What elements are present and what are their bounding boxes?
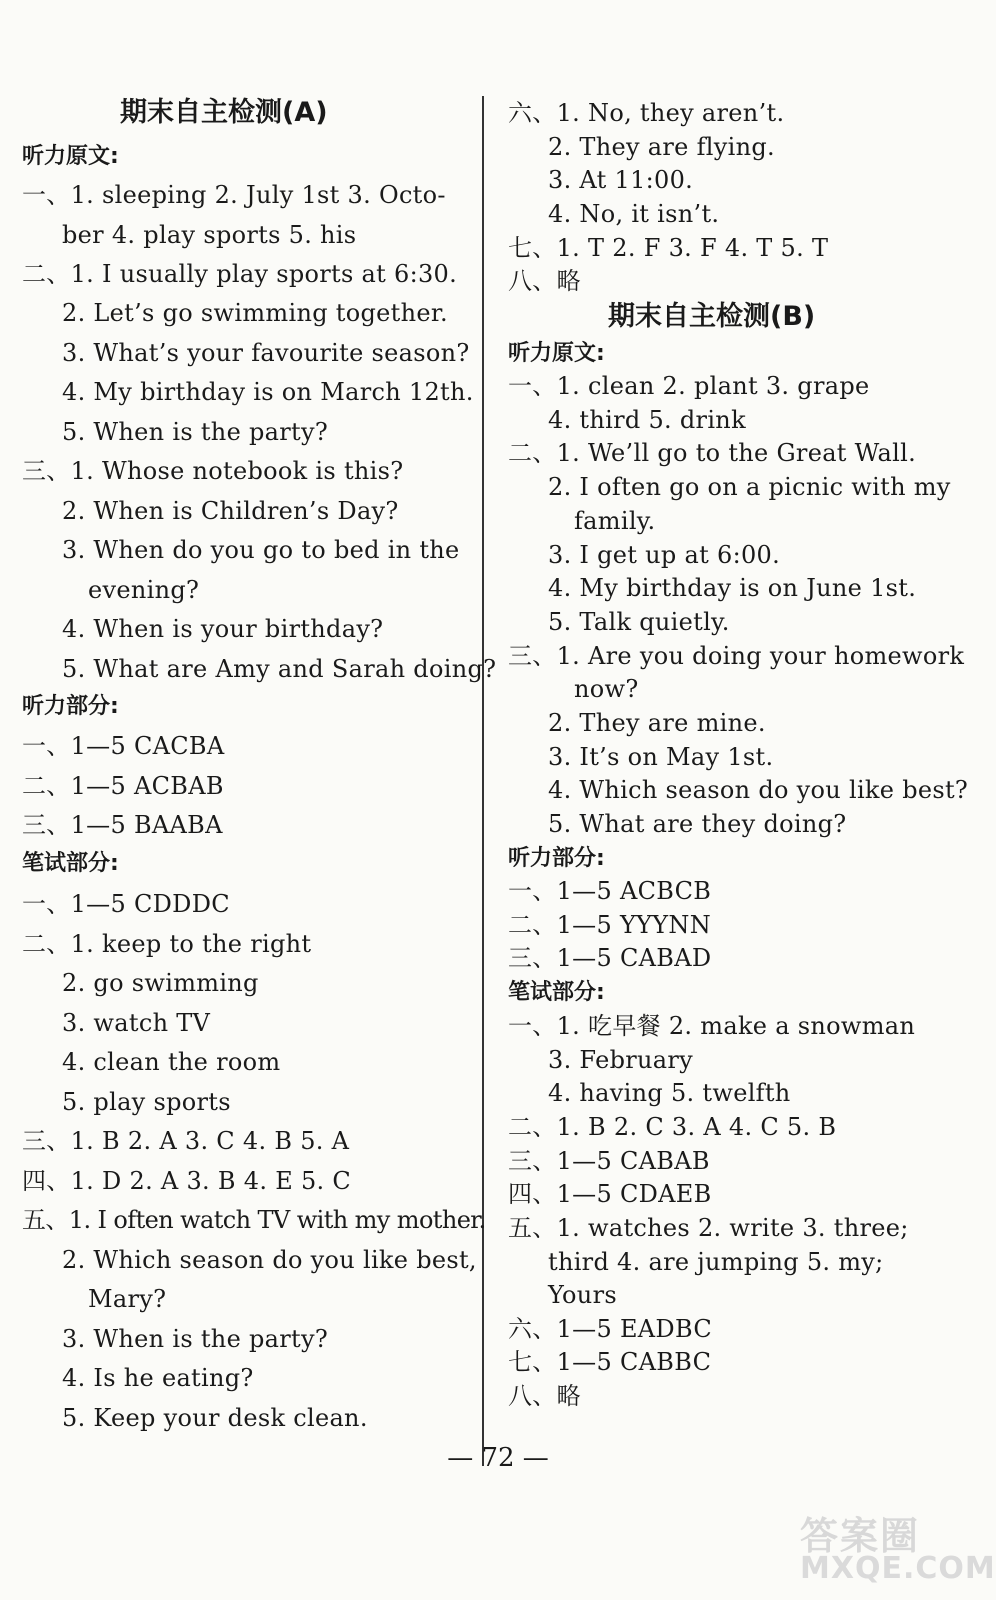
section-title-a: 期末自主检测(A) [120,97,328,128]
answer-line: 2. Which season do you like best, [62,1246,477,1274]
text-line: 5. When is the party? [62,418,329,446]
text-line: 5. What are they doing? [548,810,847,838]
answer-line: 四、1—5 CDAEB [508,1180,712,1208]
listening-text-heading: 听力原文: [508,341,605,366]
written-part-heading: 笔试部分: [508,980,605,1005]
answer-line: 4. having 5. twelfth [548,1079,791,1107]
answer-line: 3. watch TV [62,1009,211,1037]
text-line: 4. third 5. drink [548,406,746,434]
listening-text-heading: 听力原文: [22,144,119,169]
text-line: 4. My birthday is on June 1st. [548,574,917,602]
answer-line: Yours [548,1281,617,1309]
answer-line: 5. Keep your desk clean. [62,1404,368,1432]
page-number: — 72 — [447,1443,549,1473]
answer-line: 五、1. I often watch TV with my mother. [22,1206,486,1234]
answer-line: 一、1—5 CDDDC [22,890,230,918]
text-line: 5. What are Amy and Sarah doing? [62,655,497,683]
text-line: 3. It’s on May 1st. [548,743,774,771]
text-line: 3. When do you go to bed in the [62,536,460,564]
answer-line: 三、1—5 CABAB [508,1147,710,1175]
answer-line: 七、1—5 CABBC [508,1348,712,1376]
text-line: 4. My birthday is on March 12th. [62,378,474,406]
answer-line: 二、1—5 ACBAB [22,772,224,800]
answer-line: 二、1. B 2. C 3. A 4. C 5. B [508,1113,837,1141]
text-line: family. [574,507,656,535]
answer-line: 七、1. T 2. F 3. F 4. T 5. T [508,234,829,262]
column-divider [482,96,484,1466]
answer-line: 八、略 [508,267,581,295]
answer-line: 二、1—5 YYYNN [508,911,711,939]
answer-line: 5. play sports [62,1088,231,1116]
text-line: 2. Let’s go swimming together. [62,299,448,327]
text-line: 一、1. clean 2. plant 3. grape [508,372,870,400]
text-line: 三、1. Whose notebook is this? [22,457,404,485]
watermark-url: MXQE.COM [800,1551,996,1586]
answer-line: 五、1. watches 2. write 3. three; [508,1214,909,1242]
answer-line: 2. They are flying. [548,133,775,161]
answer-line: 四、1. D 2. A 3. B 4. E 5. C [22,1167,352,1195]
answer-line: 4. clean the room [62,1048,281,1076]
text-line: ber 4. play sports 5. his [62,221,357,249]
text-line: 3. What’s your favourite season? [62,339,470,367]
answer-line: 三、1—5 CABAD [508,944,712,972]
answer-line: 一、1. 吃早餐 2. make a snowman [508,1012,916,1040]
answer-line: third 4. are jumping 5. my; [548,1248,884,1276]
answer-line: 4. No, it isn’t. [548,200,720,228]
text-line: 2. They are mine. [548,709,766,737]
answer-line: 三、1—5 BAABA [22,811,223,839]
answer-line: 六、1. No, they aren’t. [508,99,785,127]
answer-line: 二、1. keep to the right [22,930,312,958]
text-line: 5. Talk quietly. [548,608,730,636]
written-part-heading: 笔试部分: [22,851,119,876]
answer-line: 2. go swimming [62,969,259,997]
answer-line: 3. February [548,1046,694,1074]
answer-line: 3. When is the party? [62,1325,329,1353]
text-line: evening? [88,576,200,604]
text-line: 2. I often go on a picnic with my [548,473,951,501]
answer-line: 4. Is he eating? [62,1364,254,1392]
watermark-logo [800,1505,996,1595]
section-title-b: 期末自主检测(B) [608,301,816,332]
text-line: 4. Which season do you like best? [548,776,969,804]
answer-line: 八、略 [508,1382,581,1410]
answer-line: 一、1—5 ACBCB [508,877,712,905]
answer-line: 一、1—5 CACBA [22,732,225,760]
text-line: 3. I get up at 6:00. [548,541,781,569]
answer-line: Mary? [88,1285,167,1313]
text-line: 二、1. I usually play sports at 6:30. [22,260,458,288]
answer-line: 三、1. B 2. A 3. C 4. B 5. A [22,1127,350,1155]
text-line: 三、1. Are you doing your homework [508,642,965,670]
text-line: 2. When is Children’s Day? [62,497,399,525]
watermark-text: 答案圈 [800,1514,921,1558]
listening-part-heading: 听力部分: [22,694,119,719]
text-line: 4. When is your birthday? [62,615,384,643]
text-line: 一、1. sleeping 2. July 1st 3. Octo- [22,181,446,209]
text-line: now? [574,675,639,703]
listening-part-heading: 听力部分: [508,846,605,871]
text-line: 二、1. We’ll go to the Great Wall. [508,439,917,467]
answer-line: 3. At 11:00. [548,166,694,194]
answer-line: 六、1—5 EADBC [508,1315,713,1343]
